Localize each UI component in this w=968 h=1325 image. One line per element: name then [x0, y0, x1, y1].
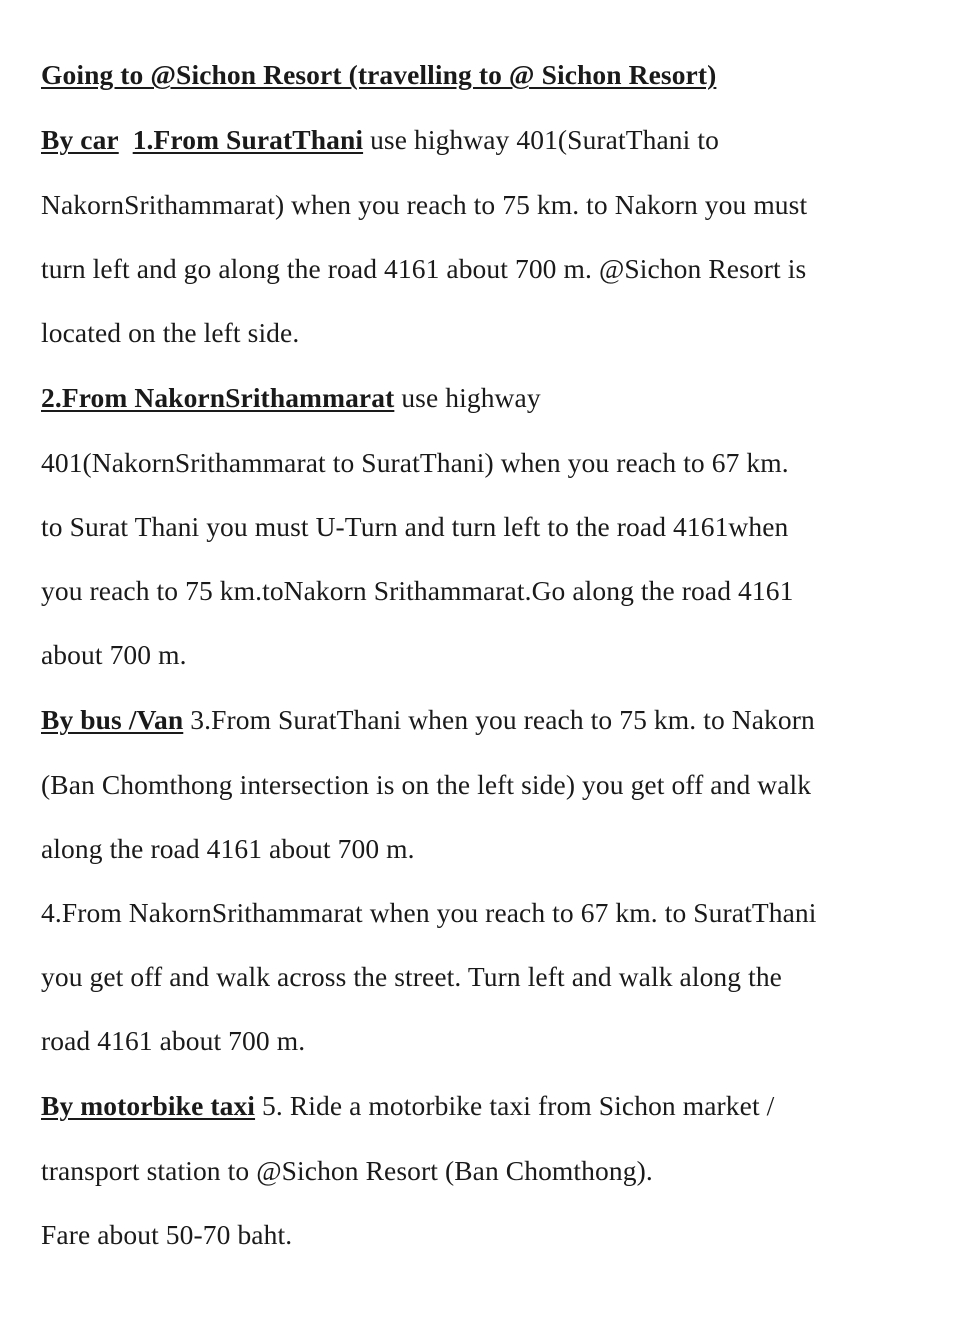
car-route-2-line-1 — [41, 381, 541, 415]
car-heading: By car — [41, 124, 119, 155]
car-route-1-line-3 — [41, 252, 806, 286]
car-route-1-line-4 — [41, 316, 299, 350]
paragraph-text: to Surat Thani you must U-Turn and turn left to the road 4161when — [41, 511, 789, 542]
car-route-2-line-4 — [41, 574, 793, 608]
motorbike-line-2 — [41, 1154, 653, 1188]
car-route-2-line-5 — [41, 638, 187, 672]
motorbike-heading: By motorbike taxi — [41, 1090, 256, 1121]
car-route-2-line-3 — [41, 510, 788, 544]
car-route-1-text: use highway 401(SuratThani to — [370, 124, 719, 155]
paragraph-text: 5. Ride a motorbike taxi from Sichon market / — [262, 1090, 775, 1121]
car-route-2-text: use highway — [401, 382, 541, 413]
car-route-1-line-1 — [41, 123, 719, 157]
bus-line-6 — [41, 1024, 305, 1058]
paragraph-text: about 700 m. — [41, 639, 187, 670]
car-route-2-label: 2.From NakornSrithammarat — [41, 382, 395, 413]
paragraph-text: Fare about 50-70 baht. — [41, 1219, 293, 1250]
paragraph-text: (Ban Chomthong intersection is on the left side) you get off and walk — [41, 769, 812, 800]
car-route-1-label: 1.From SuratThani — [132, 124, 364, 155]
paragraph-text: you get off and walk across the street. Turn left and walk along the — [41, 961, 782, 992]
bus-line-2 — [41, 768, 811, 802]
motorbike-line-3 — [41, 1218, 292, 1252]
paragraph-text: transport station to @Sichon Resort (Ban Chomthong). — [41, 1155, 653, 1186]
paragraph-text: NakornSrithammarat) when you reach to 75 km. to Nakorn you must — [41, 189, 808, 220]
car-route-2-line-2 — [41, 446, 789, 480]
paragraph-text: 4.From NakornSrithammarat when you reach to 67 km. to SuratThani — [41, 897, 817, 928]
paragraph-text: along the road 4161 about 700 m. — [41, 833, 415, 864]
paragraph-text: road 4161 about 700 m. — [41, 1025, 306, 1056]
paragraph-text: turn left and go along the road 4161 about 700 m. @Sichon Resort is — [41, 253, 807, 284]
document-title-line — [41, 58, 716, 92]
bus-line-4 — [41, 896, 816, 930]
bus-line-1 — [41, 703, 815, 737]
paragraph-text: located on the left side. — [41, 317, 300, 348]
car-route-1-line-2 — [41, 188, 807, 222]
paragraph-text: 401(NakornSrithammarat to SuratThani) when you reach to 67 km. — [41, 447, 789, 478]
paragraph-text: you reach to 75 km.toNakorn Srithammarat.Go along the road 4161 — [41, 575, 794, 606]
bus-heading: By bus /Van — [41, 704, 184, 735]
bus-line-5 — [41, 960, 782, 994]
paragraph-text: 3.From SuratThani when you reach to 75 km. to Nakorn — [190, 704, 815, 735]
motorbike-line-1 — [41, 1089, 774, 1123]
bus-line-3 — [41, 832, 415, 866]
document-title: Going to @Sichon Resort (travelling to @ Sichon Resort) — [41, 59, 717, 90]
